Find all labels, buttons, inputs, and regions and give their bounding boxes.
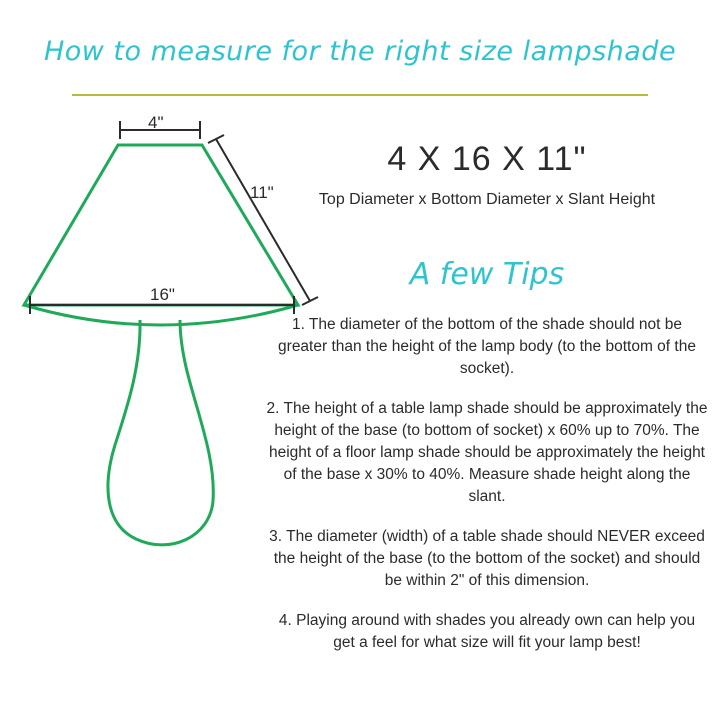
slant-height-label: 11": [250, 183, 274, 202]
size-spec-caption: Top Diameter x Bottom Diameter x Slant Height: [318, 191, 656, 208]
list-item: 3. The diameter (width) of a table shade should NEVER exceed the height of the base (to the bottom of the socket) and should be within 2" of this dimension.: [269, 528, 705, 589]
list-item: 4. Playing around with shades you already own can help you get a feel for what size will fit your lamp best!: [278, 612, 696, 651]
shade-bottom-curve: [24, 305, 298, 325]
bottom-diameter-label: 16": [150, 285, 175, 304]
page-title: How to measure for the right size lampshade: [43, 36, 677, 67]
info-column: [262, 140, 712, 672]
size-spec: 4 X 16 X 11": [387, 140, 587, 178]
list-item: 1. The diameter of the bottom of the shade should not be greater than the height of the lamp body (to the bottom of the socket).: [278, 316, 696, 377]
tips-heading: A few Tips: [409, 257, 565, 292]
header-divider: [72, 94, 648, 96]
tips-list: [262, 314, 712, 654]
list-item: 2. The height of a table lamp shade should be approximately the height of the base (to bottom of socket) x 60% up to 70%. The height of a floor lamp shade should be approximately the height of the base x 30% to 40%. Measure shade height along the slant.: [266, 400, 708, 505]
lamp-base-outline: [108, 320, 213, 545]
top-diameter-label: 4": [148, 113, 164, 132]
shade-outline: [24, 145, 298, 305]
